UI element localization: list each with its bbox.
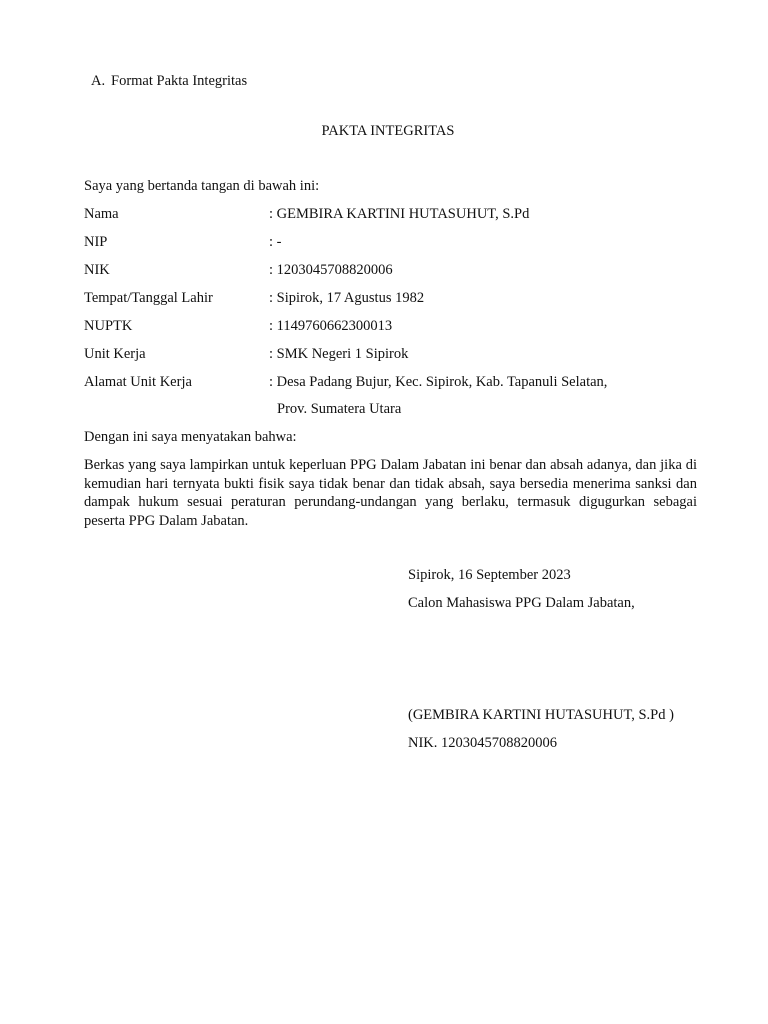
field-label-nama: Nama <box>84 206 119 222</box>
section-letter: A. <box>91 73 106 89</box>
signature-nik: NIK. 1203045708820006 <box>408 735 558 751</box>
field-label-unit-kerja: Unit Kerja <box>84 346 146 362</box>
field-value-nama: : GEMBIRA KARTINI HUTASUHUT, S.Pd <box>269 206 530 222</box>
field-label-tempat-tanggal-lahir: Tempat/Tanggal Lahir <box>84 290 213 306</box>
field-label-nip: NIP <box>84 234 108 250</box>
document-title: PAKTA INTEGRITAS <box>321 123 455 139</box>
field-label-nuptk: NUPTK <box>84 318 133 334</box>
field-value-tempat-tanggal-lahir: : Sipirok, 17 Agustus 1982 <box>269 290 425 306</box>
signature-place-date: Sipirok, 16 September 2023 <box>408 567 571 583</box>
field-value-nuptk: : 1149760662300013 <box>269 318 393 334</box>
address-continuation: Prov. Sumatera Utara <box>277 401 402 417</box>
section-heading <box>91 72 247 90</box>
field-value-nik: : 1203045708820006 <box>269 262 393 278</box>
signature-role: Calon Mahasiswa PPG Dalam Jabatan, <box>408 595 635 611</box>
statement-body: Berkas yang saya lampirkan untuk keperluan PPG Dalam Jabatan ini benar dan absah adanya, dan jika di kemudian hari ternyata bukti fisik saya tidak benar dan tidak absah, saya bersedia menerima sanksi dan dampak hukum sesuai peraturan perundang-undangan yang berlaku, termasuk digugurkan sebagai peserta PPG Dalam Jabatan. <box>84 457 697 529</box>
field-label-nik: NIK <box>84 262 110 278</box>
field-value-alamat-unit-kerja: : Desa Padang Bujur, Kec. Sipirok, Kab. Tapanuli Selatan, <box>269 374 608 390</box>
field-label-alamat-unit-kerja: Alamat Unit Kerja <box>84 374 192 390</box>
intro-text: Saya yang bertanda tangan di bawah ini: <box>84 178 320 194</box>
signature-name: (GEMBIRA KARTINI HUTASUHUT, S.Pd ) <box>408 707 674 723</box>
statement-intro: Dengan ini saya menyatakan bahwa: <box>84 429 297 445</box>
field-value-unit-kerja: : SMK Negeri 1 Sipirok <box>269 346 409 362</box>
field-value-nip: : - <box>269 234 282 250</box>
section-title: Format Pakta Integritas <box>111 73 248 89</box>
